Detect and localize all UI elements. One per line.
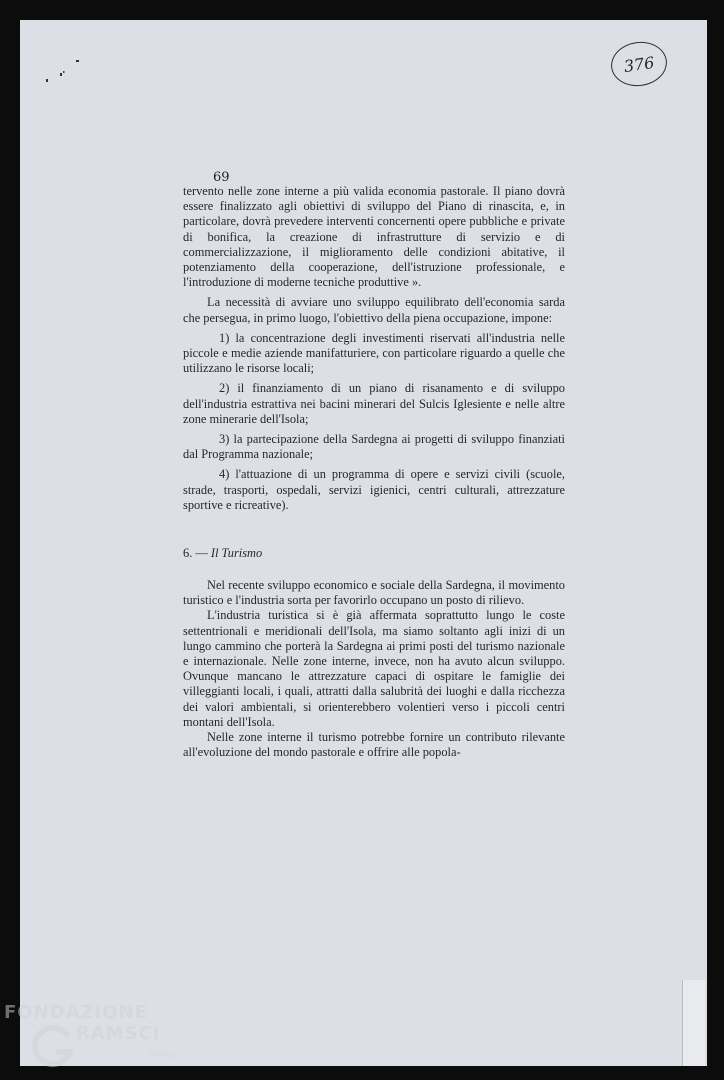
document-page	[20, 20, 707, 1066]
fondazione-gramsci-watermark	[4, 1002, 194, 1078]
list-item: 1) la concentrazione degli investimenti riservati all'industria nelle piccole e medie aziende manifatturiere, con particolare riguardo a quelle che utilizzano le risorse locali;	[183, 330, 565, 376]
paragraph: La necessità di avviare uno sviluppo equilibrato dell'economia sarda che persegua, in primo luogo, l'obiettivo della piena occupazione, impone:	[183, 295, 565, 325]
watermark-line2: RAMSCI	[76, 1023, 161, 1044]
watermark-g-logo-icon	[28, 1022, 76, 1070]
section-body-text	[183, 578, 565, 760]
section-title: Il Turismo	[210, 546, 263, 560]
paragraph: L'industria turistica si è già affermata soprattutto lungo le coste settentrionali e meridionali dell'Isola, ma siamo soltanto agli inizi di un lungo cammino che porterà la Sardegna ai primi posti del turismo nazionale e internazionale. Nelle zone interne, invece, non ha avuto alcun sviluppo. Ovunque mancano le attrezzature capaci di ospitare le famiglie dei villeggianti locali, i quali, attratti dalla salubrità dei luoghi e dalla ricchezza dei valori ambientali, si orienterebbero volentieri verso i piccoli centri montani dell'Isola.	[183, 608, 565, 729]
watermark-suffix: onlus	[150, 1050, 177, 1060]
section-number: 6. —	[183, 546, 208, 560]
list-item: 3) la partecipazione della Sardegna ai progetti di sviluppo finanziati dal Programma nazionale;	[183, 432, 565, 462]
list-item: 2) il finanziamento di un piano di risanamento e di sviluppo dell'industria estrattiva nei bacini minerari del Sulcis Iglesiente e nelle altre zone minerarie dell'Isola;	[183, 381, 565, 426]
paragraph: tervento nelle zone interne a più valida economia pastorale. Il piano dovrà essere finalizzato agli obiettivi di sviluppo del Piano di rinascita, e, in particolare, dovrà prevedere interventi concernenti opere pubbliche e private di bonifica, la creazione di infrastrutture di servizio e di commercializzazione, il miglioramento delle condizioni abitative, il potenziamento della cooperazione, dell'istruzione professionale, e l'introduzione di moderne tecniche produttive ».	[183, 184, 565, 290]
ink-specks	[44, 58, 84, 88]
archive-number-stamp	[608, 38, 670, 89]
watermark-line1: FONDAZIONE	[4, 1002, 148, 1023]
section-heading	[183, 546, 262, 561]
page-number: 69	[213, 170, 230, 185]
archive-number: 376	[622, 52, 656, 76]
paragraph: Nelle zone interne il turismo potrebbe fornire un contributo rilevante all'evoluzione del mondo pastorale e offrire alle popola-	[183, 730, 565, 760]
paragraph: Nel recente sviluppo economico e sociale della Sardegna, il movimento turistico e l'industria sorta per favorirlo occupano un posto di rilievo.	[183, 578, 565, 608]
body-text	[183, 184, 565, 513]
page-fold-edge	[682, 980, 705, 1066]
list-item: 4) l'attuazione di un programma di opere e servizi civili (scuole, strade, trasporti, ospedali, servizi igienici, centri culturali, attrezzature sportive e ricreative).	[183, 467, 565, 512]
